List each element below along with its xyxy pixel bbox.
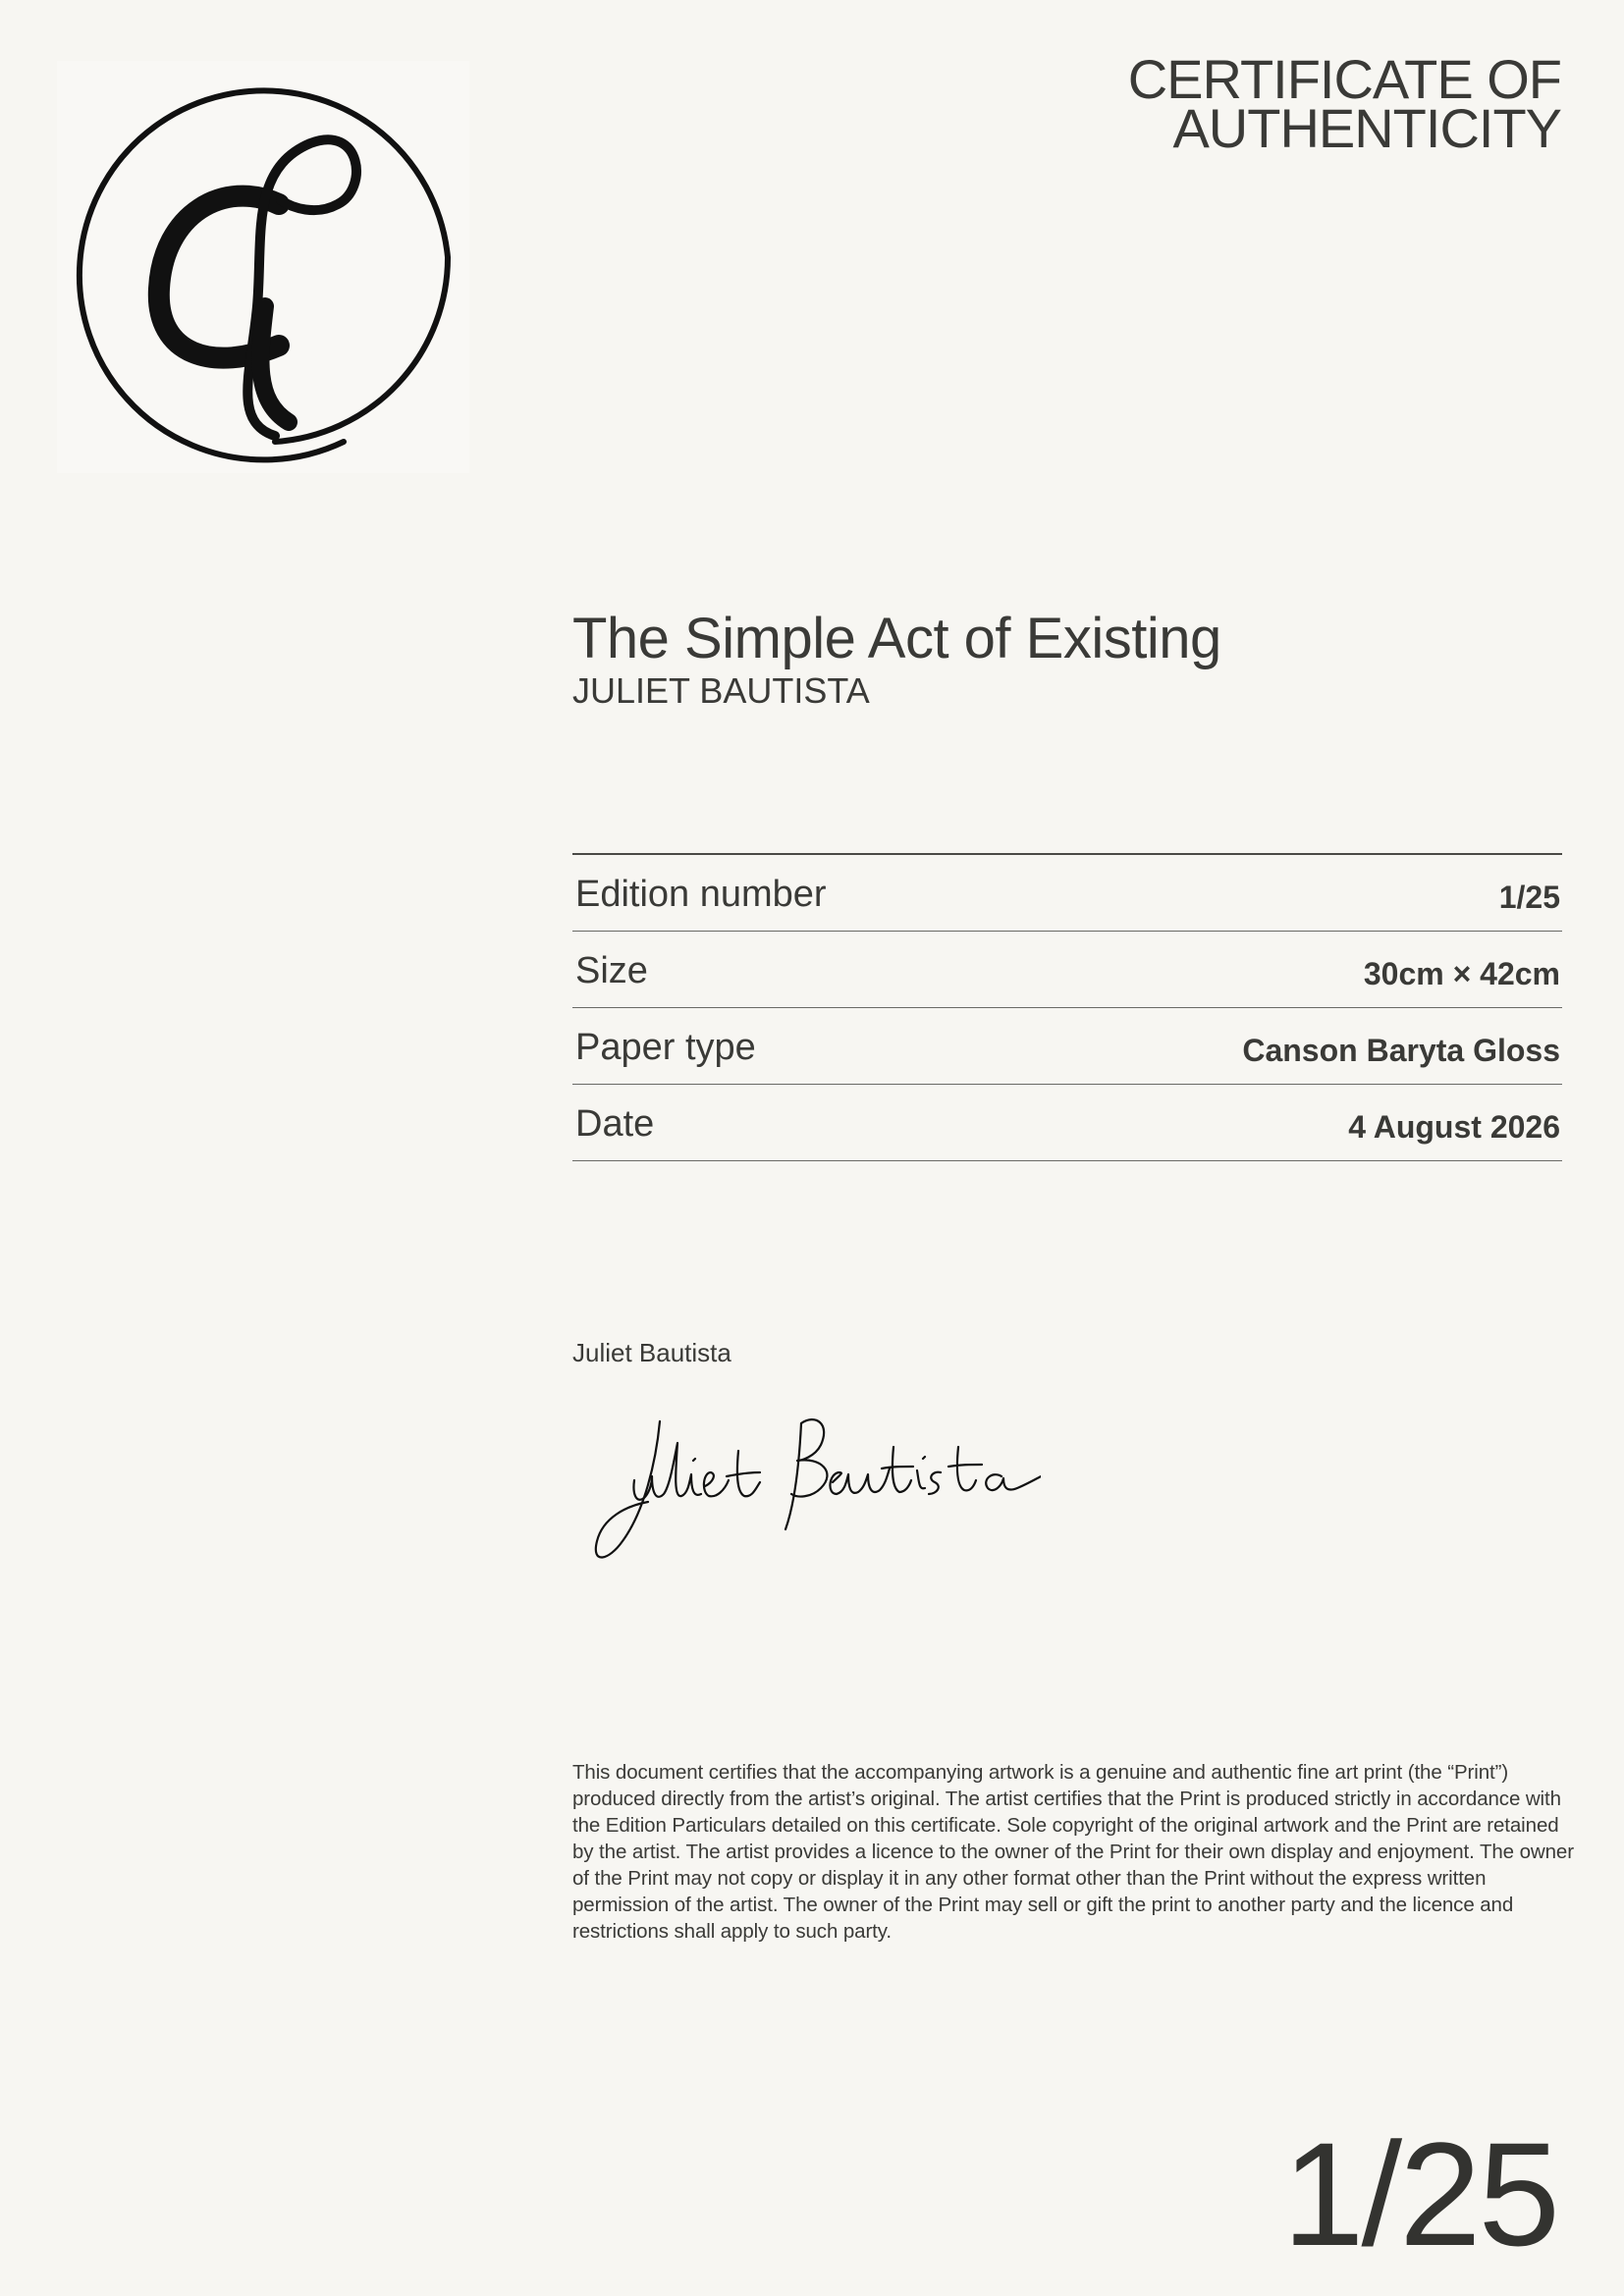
detail-row-date — [572, 1085, 1562, 1161]
detail-row-size — [572, 932, 1562, 1008]
detail-row-edition-number — [572, 855, 1562, 932]
artwork-title: The Simple Act of Existing — [572, 607, 1221, 670]
detail-value: Canson Baryta Gloss — [1242, 1033, 1560, 1068]
certificate-title-line2: AUTHENTICITY — [1172, 97, 1561, 159]
certificate-title-line1: CERTIFICATE OF — [1127, 48, 1561, 110]
artist-monogram-logo-icon — [57, 61, 469, 473]
detail-value: 4 August 2026 — [1348, 1109, 1560, 1145]
detail-row-paper-type — [572, 1008, 1562, 1085]
certificate-title — [1127, 48, 1561, 159]
edition-number-large: 1/25 — [1282, 2111, 1557, 2276]
legal-statement: This document certifies that the accompanying artwork is a genuine and authentic fine art print (the “Print”) produced directly from the artist’s original. The artist certifies that the Print is produced strictly in accordance with the Edition Particulars detailed on this certificate. Sole copyright of the original artwork and the Print are retained by the artist. The artist provides a licence to the owner of the Print for their own display and enjoyment. The owner of the Print may not copy or display it in any other format other than the Print without the express written permission of the artist. The owner of the Print may sell or gift the print to another party and the licence and restrictions shall apply to such party. — [572, 1761, 1574, 1943]
artist-name: JULIET BAUTISTA — [572, 670, 870, 711]
detail-label: Size — [575, 950, 648, 991]
detail-label: Paper type — [575, 1027, 756, 1068]
signatory-name: Juliet Bautista — [572, 1338, 731, 1367]
detail-value: 30cm × 42cm — [1363, 956, 1560, 991]
handwritten-signature-icon — [579, 1404, 1041, 1571]
detail-value: 1/25 — [1498, 880, 1560, 915]
detail-label: Date — [575, 1103, 655, 1145]
edition-details-table — [572, 853, 1562, 1161]
detail-label: Edition number — [575, 874, 827, 915]
